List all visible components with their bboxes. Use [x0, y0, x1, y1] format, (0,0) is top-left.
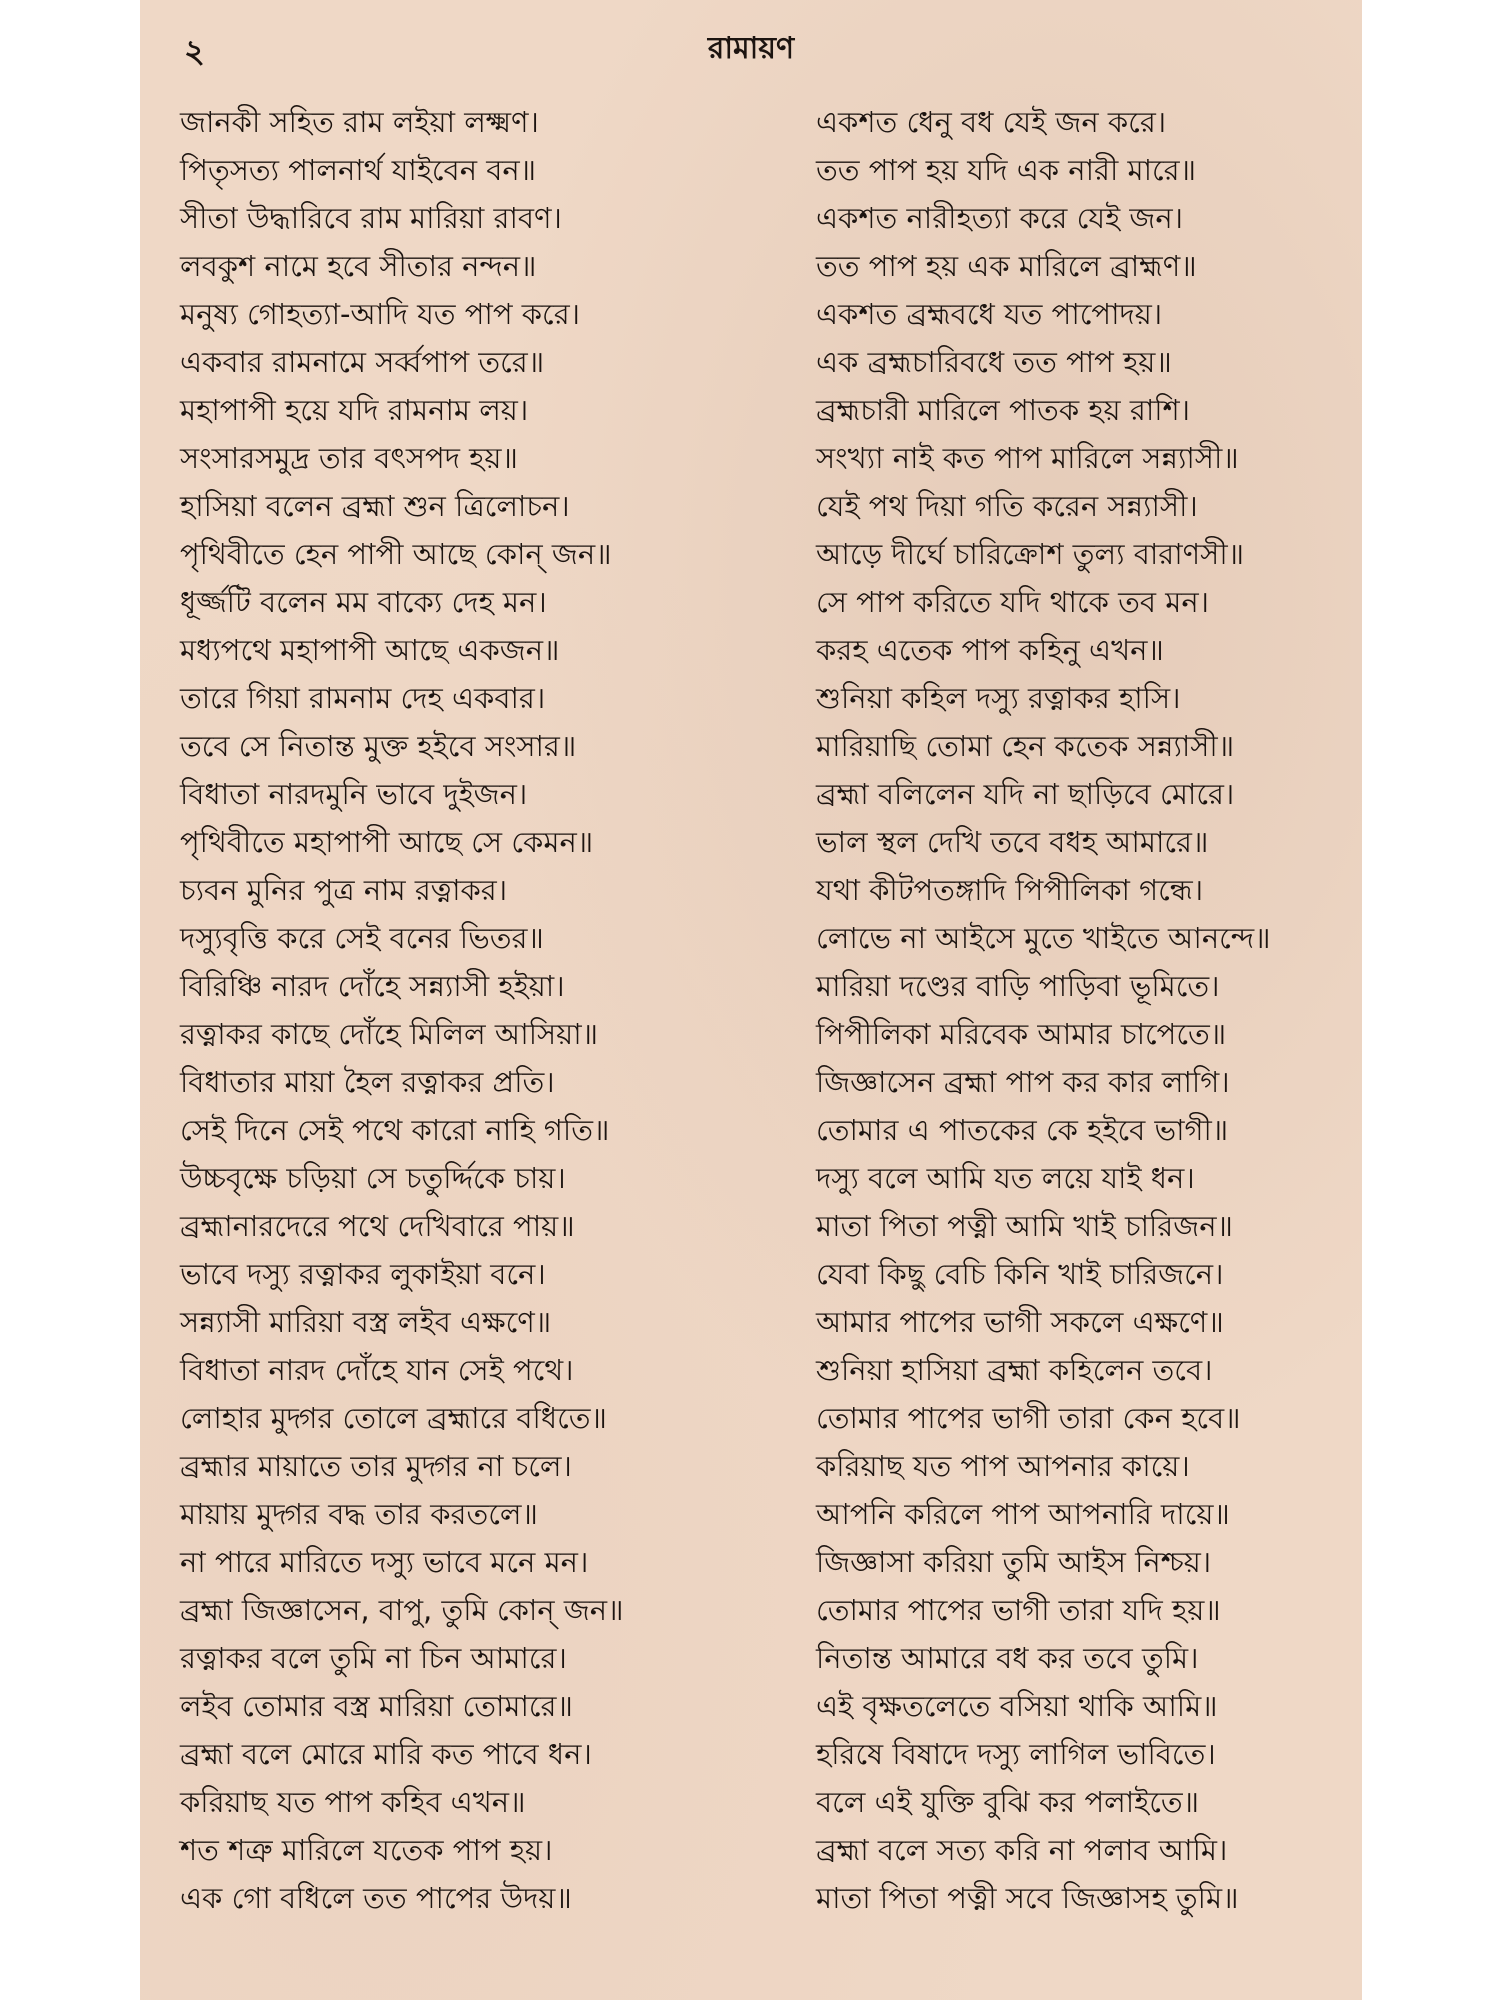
verse-line: সে পাপ করিতে যদি থাকে তব মন।: [816, 585, 1210, 619]
verse-line: তোমার পাপের ভাগী তারা যদি হয়॥: [816, 1593, 1221, 1627]
verse-line: মনুষ্য গোহত্যা-আদি যত পাপ করে।: [180, 297, 581, 331]
verse-line: শুনিয়া হাসিয়া ব্রহ্মা কহিলেন তবে।: [816, 1353, 1213, 1387]
verse-line: ব্রহ্মানারদেরে পথে দেখিবারে পায়॥: [180, 1209, 575, 1243]
verse-line: ব্রহ্মা বলে সত্য করি না পলাব আমি।: [816, 1833, 1228, 1867]
verse-line: ধূর্জ্জটি বলেন মম বাক্যে দেহ মন।: [180, 585, 547, 619]
verse-line: যেবা কিছু বেচি কিনি খাই চারিজনে।: [816, 1257, 1224, 1291]
verse-line: দস্যু বলে আমি যত লয়ে যাই ধন।: [816, 1161, 1195, 1195]
verse-line: পিতৃসত্য পালনার্থ যাইবেন বন॥: [180, 153, 537, 187]
verse-line: সংসারসমুদ্র তার বৎসপদ হয়॥: [180, 441, 518, 475]
verse-line: তোমার এ পাতকের কে হইবে ভাগী॥: [816, 1113, 1229, 1147]
verse-line: ভাবে দস্যু রত্নাকর লুকাইয়া বনে।: [180, 1257, 546, 1291]
verse-line: নিতান্ত আমারে বধ কর তবে তুমি।: [816, 1641, 1199, 1675]
verse-line: লইব তোমার বস্ত্র মারিয়া তোমারে॥: [180, 1689, 573, 1723]
page-number: ২: [184, 32, 205, 70]
verse-line: সীতা উদ্ধারিবে রাম মারিয়া রাবণ।: [180, 201, 562, 235]
verse-line: বিধাতা নারদমুনি ভাবে দুইজন।: [180, 777, 528, 811]
verse-line: আড়ে দীর্ঘে চারিক্রোশ তুল্য বারাণসী॥: [816, 537, 1245, 571]
verse-line: লোভে না আইসে মুতে খাইতে আনন্দে॥: [816, 921, 1271, 955]
verse-line: করিয়াছ যত পাপ আপনার কায়ে।: [816, 1449, 1190, 1483]
left-verse-column: [180, 98, 740, 1922]
verse-line: করিয়াছ যত পাপ কহিব এখন॥: [180, 1785, 526, 1819]
verse-line: তারে গিয়া রামনাম দেহ একবার।: [180, 681, 546, 715]
verse-line: জিজ্ঞাসা করিয়া তুমি আইস নিশ্চয়।: [816, 1545, 1212, 1579]
verse-line: দস্যুবৃত্তি করে সেই বনের ভিতর॥: [180, 921, 544, 955]
verse-line: মারিয়াছি তোমা হেন কতেক সন্ন্যাসী॥: [816, 729, 1235, 763]
verse-line: এই বৃক্ষতলেতে বসিয়া থাকি আমি॥: [816, 1689, 1218, 1723]
verse-line: বিধাতা নারদ দোঁহে যান সেই পথে।: [180, 1353, 574, 1387]
verse-line: লবকুশ নামে হবে সীতার নন্দন॥: [180, 249, 537, 283]
page-header: [140, 22, 1362, 72]
verse-line: ব্রহ্মা বলিলেন যদি না ছাড়িবে মোরে।: [816, 777, 1235, 811]
verse-line: আমার পাপের ভাগী সকলে এক্ষণে॥: [816, 1305, 1224, 1339]
verse-line: রত্নাকর কাছে দোঁহে মিলিল আসিয়া॥: [180, 1017, 599, 1051]
verse-line: মারিয়া দণ্ডের বাড়ি পাড়িবা ভূমিতে।: [816, 969, 1220, 1003]
verse-line: সন্ন্যাসী মারিয়া বস্ত্র লইব এক্ষণে॥: [180, 1305, 552, 1339]
verse-line: এক ব্রহ্মচারিবধে তত পাপ হয়॥: [816, 345, 1172, 379]
verse-line: চ্যবন মুনির পুত্র নাম রত্নাকর।: [180, 873, 508, 907]
verse-line: শুনিয়া কহিল দস্যু রত্নাকর হাসি।: [816, 681, 1181, 715]
verse-line: বিধাতার মায়া হৈল রত্নাকর প্রতি।: [180, 1065, 555, 1099]
verse-line: একবার রামনামে সর্ব্বপাপ তরে॥: [180, 345, 545, 379]
verse-line: ব্রহ্মার মায়াতে তার মুদ্গর না চলে।: [180, 1449, 572, 1483]
verse-line: পৃথিবীতে হেন পাপী আছে কোন্ জন॥: [180, 537, 612, 571]
verse-line: না পারে মারিতে দস্যু ভাবে মনে মন।: [180, 1545, 589, 1579]
verse-line: বিরিঞ্চি নারদ দোঁহে সন্ন্যাসী হইয়া।: [180, 969, 565, 1003]
verse-line: হাসিয়া বলেন ব্রহ্মা শুন ত্রিলোচন।: [180, 489, 570, 523]
verse-line: যথা কীটপতঙ্গাদি পিপীলিকা গন্ধে।: [816, 873, 1204, 907]
verse-line: সংখ্যা নাই কত পাপ মারিলে সন্ন্যাসী॥: [816, 441, 1239, 475]
verse-line: যেই পথ দিয়া গতি করেন সন্ন্যাসী।: [816, 489, 1198, 523]
verse-line: ব্রহ্মচারী মারিলে পাতক হয় রাশি।: [816, 393, 1191, 427]
verse-line: ব্রহ্মা বলে মোরে মারি কত পাবে ধন।: [180, 1737, 592, 1771]
verse-line: একশত ব্রহ্মবধে যত পাপোদয়।: [816, 297, 1163, 331]
verse-line: জানকী সহিত রাম লইয়া লক্ষ্মণ।: [180, 105, 539, 139]
verse-line: আপনি করিলে পাপ আপনারি দায়ে॥: [816, 1497, 1230, 1531]
verse-line: ভাল স্থল দেখি তবে বধহ আমারে॥: [816, 825, 1209, 859]
verse-line: করহ এতেক পাপ কহিনু এখন॥: [816, 633, 1164, 667]
verse-line: তোমার পাপের ভাগী তারা কেন হবে॥: [816, 1401, 1241, 1435]
verse-line: ব্রহ্মা জিজ্ঞাসেন, বাপু, তুমি কোন্ জন॥: [180, 1593, 624, 1627]
verse-line: মায়ায় মুদ্গর বদ্ধ তার করতলে॥: [180, 1497, 538, 1531]
verse-line: মহাপাপী হয়ে যদি রামনাম লয়।: [180, 393, 529, 427]
verse-line: একশত নারীহত্যা করে যেই জন।: [816, 201, 1183, 235]
verse-line: তত পাপ হয় যদি এক নারী মারে॥: [816, 153, 1197, 187]
verse-line: একশত ধেনু বধ যেই জন করে।: [816, 105, 1167, 139]
verse-line: সেই দিনে সেই পথে কারো নাহি গতি॥: [180, 1113, 610, 1147]
verse-line: জিজ্ঞাসেন ব্রহ্মা পাপ কর কার লাগি।: [816, 1065, 1230, 1099]
verse-line: তবে সে নিতান্ত মুক্ত হইবে সংসার॥: [180, 729, 577, 763]
verse-line: পৃথিবীতে মহাপাপী আছে সে কেমন॥: [180, 825, 594, 859]
verse-line: মাতা পিতা পত্নী সবে জিজ্ঞাসহ তুমি॥: [816, 1881, 1239, 1915]
running-title: রামায়ণ: [707, 31, 795, 66]
verse-line: বলে এই যুক্তি বুঝি কর পলাইতে॥: [816, 1785, 1200, 1819]
verse-line: মধ্যপথে মহাপাপী আছে একজন॥: [180, 633, 560, 667]
verse-line: পিপীলিকা মরিবেক আমার চাপেতে॥: [816, 1017, 1227, 1051]
verse-line: এক গো বধিলে তত পাপের উদয়॥: [180, 1881, 572, 1915]
verse-line: মাতা পিতা পত্নী আমি খাই চারিজন॥: [816, 1209, 1233, 1243]
verse-line: লোহার মুদ্গর তোলে ব্রহ্মারে বধিতে॥: [180, 1401, 607, 1435]
verse-line: হরিষে বিষাদে দস্যু লাগিল ভাবিতে।: [816, 1737, 1216, 1771]
book-page: [140, 0, 1362, 2000]
verse-line: তত পাপ হয় এক মারিলে ব্রাহ্মণ॥: [816, 249, 1197, 283]
verse-line: শত শত্রু মারিলে যতেক পাপ হয়।: [180, 1833, 553, 1867]
verse-line: রত্নাকর বলে তুমি না চিন আমারে।: [180, 1641, 567, 1675]
right-verse-column: [816, 98, 1356, 1922]
verse-line: উচ্চবৃক্ষে চড়িয়া সে চতুর্দ্দিকে চায়।: [180, 1161, 566, 1195]
